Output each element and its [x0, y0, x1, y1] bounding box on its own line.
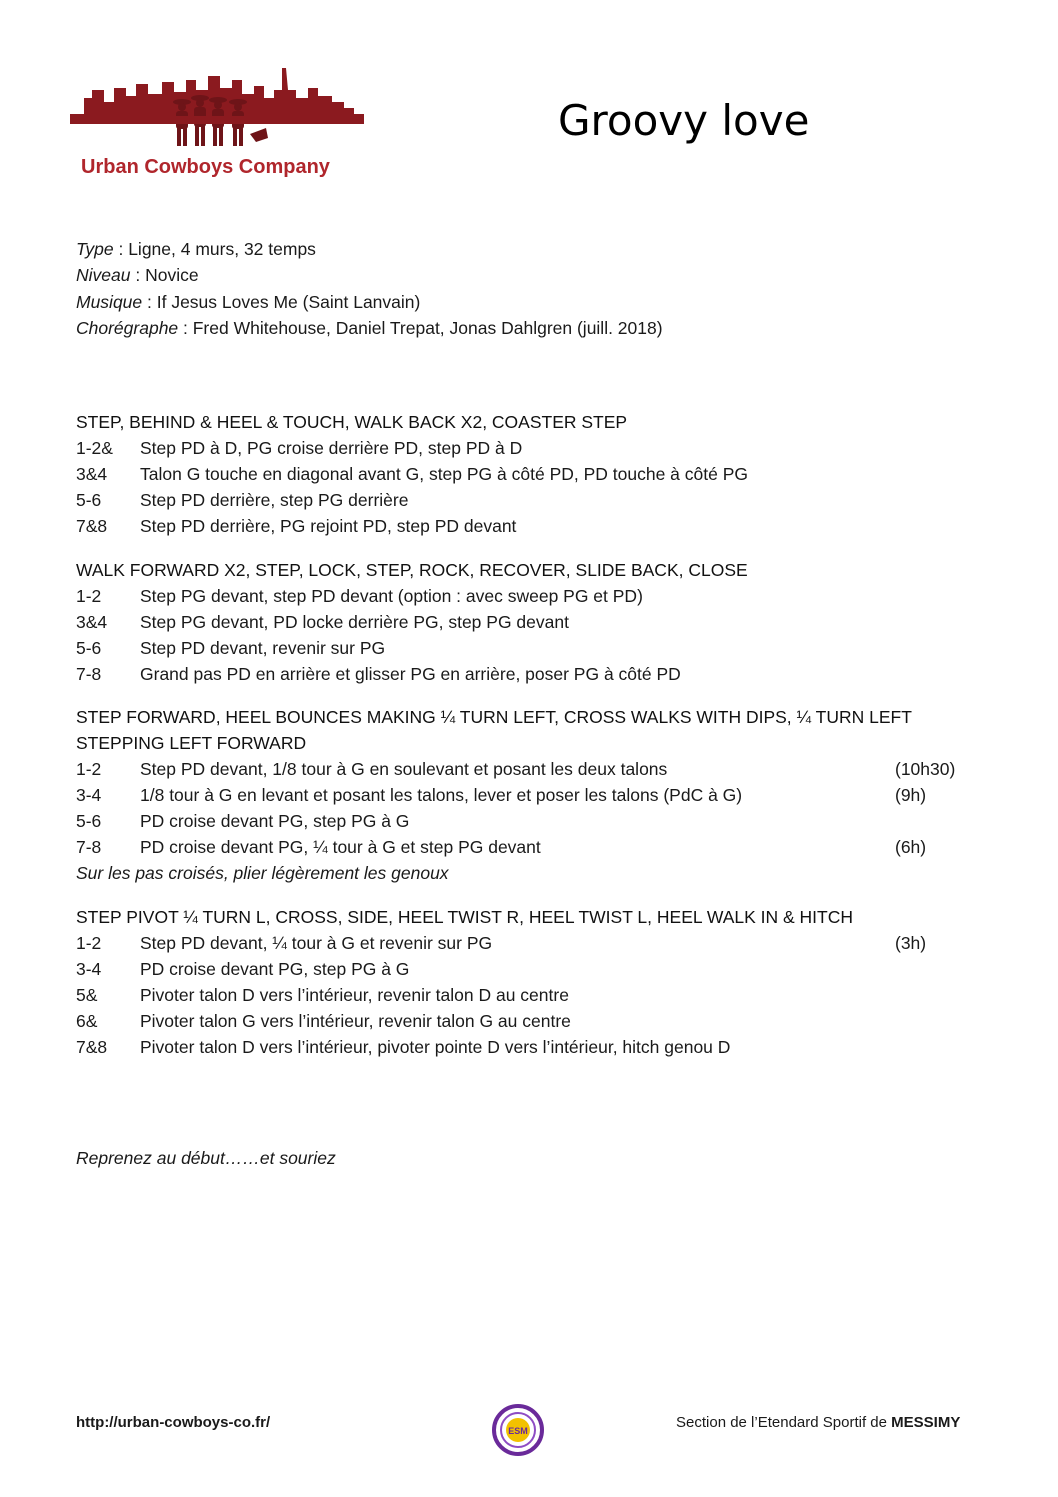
section-heading: STEP PIVOT ¼ TURN L, CROSS, SIDE, HEEL TWIST R, HEEL TWIST L, HEEL WALK IN & HITCH — [76, 907, 853, 927]
footer-section-text: Section de l’Etendard Sportif de MESSIMY — [676, 1414, 961, 1431]
skyline-cowboys-icon — [70, 68, 364, 158]
step-desc: Pivoter talon G vers l’intérieur, revenir talon G au centre — [140, 1011, 571, 1031]
step-row — [76, 982, 976, 1008]
step-row — [76, 930, 976, 956]
section-heading: STEP, BEHIND & HEEL & TOUCH, WALK BACK X2, COASTER STEP — [76, 412, 628, 432]
section-heading: STEP FORWARD, HEEL BOUNCES MAKING ¼ TURN LEFT, CROSS WALKS WITH DIPS, ¼ TURN LEFT STEPPING LEFT FORWARD — [76, 707, 912, 753]
step-desc: PD croise devant PG, step PG à G — [140, 811, 410, 831]
step-desc: 1/8 tour à G en levant et posant les talons, lever et poser les talons (PdC à G) — [140, 785, 743, 805]
step-row — [76, 834, 976, 860]
esm-logo-text: ESM — [508, 1426, 528, 1436]
step-desc: Step PD à D, PG croise derrière PD, step PD à D — [140, 438, 523, 458]
section-4 — [76, 904, 976, 1060]
footer-url[interactable]: http://urban-cowboys-co.fr/ — [76, 1414, 271, 1431]
step-row — [76, 435, 976, 461]
info-type: Type : Ligne, 4 murs, 32 temps — [76, 239, 316, 259]
step-count: 7-8 — [76, 837, 102, 857]
step-desc: Talon G touche en diagonal avant G, step PG à côté PD, PD touche à côté PG — [140, 464, 748, 484]
step-desc: Step PG devant, step PD devant (option : avec sweep PG et PD) — [140, 586, 643, 606]
info-music: Musique : If Jesus Loves Me (Saint Lanvain) — [76, 291, 421, 312]
section-3 — [76, 704, 976, 886]
step-desc: Step PD devant, ¼ tour à G et revenir sur PG — [140, 933, 493, 953]
step-row — [76, 513, 976, 539]
step-count: 3&4 — [76, 612, 108, 632]
step-count: 7&8 — [76, 1037, 108, 1057]
step-row — [76, 583, 976, 609]
step-count: 3&4 — [76, 464, 108, 484]
wall-direction: (3h) — [895, 933, 927, 953]
step-row — [76, 609, 976, 635]
step-desc: Step PD devant, revenir sur PG — [140, 638, 386, 658]
step-desc: Pivoter talon D vers l’intérieur, revenir talon D au centre — [140, 985, 569, 1005]
section-2 — [76, 557, 976, 687]
step-count: 5& — [76, 985, 98, 1005]
section-1 — [76, 409, 976, 539]
step-row — [76, 782, 976, 808]
step-count: 1-2 — [76, 933, 102, 953]
step-row — [76, 461, 976, 487]
step-row — [76, 808, 976, 834]
step-count: 3-4 — [76, 785, 102, 805]
urban-cowboys-logo — [70, 68, 364, 183]
step-desc: Step PD devant, 1/8 tour à G en soulevant et posant les deux talons — [140, 759, 668, 779]
closing-note: Reprenez au début……et souriez — [76, 1148, 336, 1168]
step-row — [76, 1008, 976, 1034]
step-row — [76, 661, 976, 687]
step-desc: Pivoter talon D vers l’intérieur, pivoter pointe D vers l’intérieur, hitch genou D — [140, 1037, 731, 1057]
step-count: 1-2 — [76, 586, 102, 606]
step-count: 5-6 — [76, 490, 102, 510]
step-desc: Step PG devant, PD locke derrière PG, step PG devant — [140, 612, 569, 632]
page-title: Groovy love — [558, 96, 810, 145]
step-row — [76, 635, 976, 661]
step-row — [76, 956, 976, 982]
step-desc: Step PD derrière, step PG derrière — [140, 490, 409, 510]
wall-direction: (10h30) — [895, 759, 956, 779]
step-desc: PD croise devant PG, ¼ tour à G et step PG devant — [140, 837, 541, 857]
logo-company-name: Urban Cowboys Company — [81, 156, 330, 178]
dance-info — [76, 236, 663, 341]
step-desc: PD croise devant PG, step PG à G — [140, 959, 410, 979]
esm-logo — [490, 1402, 546, 1458]
step-desc: Step PD derrière, PG rejoint PD, step PD devant — [140, 516, 517, 536]
info-level: Niveau : Novice — [76, 265, 199, 286]
step-row — [76, 756, 976, 782]
step-desc: Grand pas PD en arrière et glisser PG en arrière, poser PG à côté PD — [140, 664, 681, 684]
step-count: 3-4 — [76, 959, 102, 979]
step-count: 1-2& — [76, 438, 113, 458]
section-note: Sur les pas croisés, plier légèrement les genoux — [76, 863, 449, 883]
step-count: 7&8 — [76, 516, 108, 536]
step-row — [76, 487, 976, 513]
step-count: 5-6 — [76, 638, 102, 658]
info-choreographer: Chorégraphe : Fred Whitehouse, Daniel Trepat, Jonas Dahlgren (juill. 2018) — [76, 317, 663, 338]
wall-direction: (9h) — [895, 785, 927, 805]
step-count: 6& — [76, 1011, 98, 1031]
step-count: 1-2 — [76, 759, 102, 779]
wall-direction: (6h) — [895, 837, 927, 857]
step-count: 7-8 — [76, 664, 102, 684]
esm-logo-icon — [490, 1402, 546, 1458]
step-count: 5-6 — [76, 811, 102, 831]
step-row — [76, 1034, 976, 1060]
section-heading: WALK FORWARD X2, STEP, LOCK, STEP, ROCK, RECOVER, SLIDE BACK, CLOSE — [76, 560, 748, 580]
